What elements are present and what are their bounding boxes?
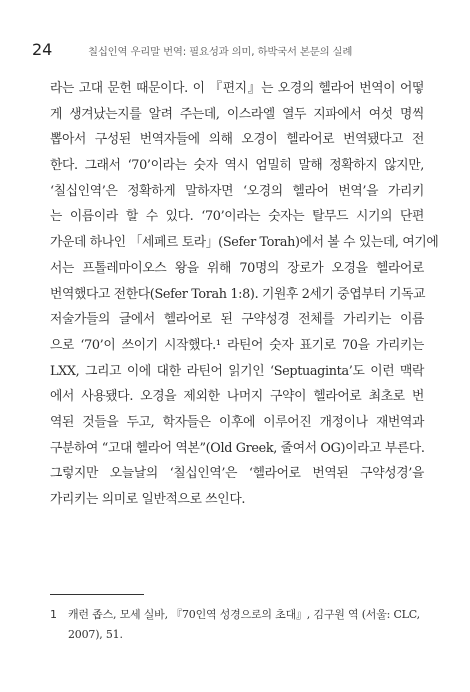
running-title: 칠십인역 우리말 번역: 필요성과 의미, 하박국서 본문의 실례 — [88, 46, 353, 58]
body-line: 가운데 하나인 「세페르 토라」(Sefer Torah)에서 볼 수 있는데, 여기에 — [50, 235, 439, 251]
body-line: 뽑아서 구성된 번역자들에 의해 오경이 헬라어로 번역됐다고 전 — [50, 132, 424, 148]
body-line: 가리키는 의미로 일반적으로 쓰인다. — [50, 492, 246, 507]
body-line: 번역했다고 전한다(Sefer Torah 1:8). 기원후 2세기 중엽부터 기독교 — [50, 286, 426, 302]
body-line: ‘칠십인역’은 정확하게 말하자면 ‘오경의 헬라어 번역’을 가리키 — [50, 183, 424, 199]
body-line: 는 이름이라 할 수 있다. ‘70’이라는 숫자는 탈무드 시기의 단편 — [50, 209, 424, 225]
body-line: 으로 ‘70’이 쓰이기 시작했다.¹ 라틴어 숫자 표기로 70을 가리키는 — [50, 337, 424, 353]
body-line: 서는 프톨레마이오스 왕을 위해 70명의 장로가 오경을 헬라어로 — [50, 260, 424, 276]
body-line: 라는 고대 문헌 때문이다. 이 『편지』는 오경의 헬라어 번역이 어떻 — [50, 81, 424, 96]
body-line: 그렇지만 오늘날의 ‘칠십인역’은 ‘헬라어로 번역된 구약성경’을 — [50, 466, 424, 482]
page-header — [32, 40, 352, 59]
footnote-text: 2007), 51. — [68, 628, 123, 641]
page-number: 24 — [32, 40, 53, 59]
body-line: 구분하여 “고대 헬라어 역본”(Old Greek, 줄여서 OG)이라고 부른다. — [50, 440, 425, 456]
footnote — [50, 605, 424, 645]
body-line: 에서 사용됐다. 오경을 제외한 나머지 구약이 헬라어로 최초로 번 — [50, 389, 424, 405]
footnote-text: 캐런 좁스, 모세 실바, 『70인역 성경으로의 초대』, 김구원 역 (서울: CLC, — [68, 608, 420, 621]
footnote-marker: 1 — [50, 608, 57, 621]
body-text — [50, 76, 439, 513]
body-line: 게 생겨났는지를 알려 주는데, 이스라엘 열두 지파에서 여섯 명씩 — [50, 106, 424, 122]
footnote-divider — [50, 594, 144, 595]
footnote-line — [50, 625, 424, 645]
body-line: LXX, 그리고 이에 대한 라틴어 읽기인 ‘Septuaginta’도 이런 맥락 — [50, 363, 424, 379]
footnote-line — [50, 605, 424, 625]
body-line: 한다. 그래서 ‘70’이라는 숫자 역시 엄밀히 말해 정확하지 않지만, — [50, 158, 424, 174]
body-line: 저술가들의 글에서 헬라어로 된 구약성경 전체를 가리키는 이름 — [50, 312, 424, 328]
body-line: 역된 것들을 두고, 학자들은 이후에 이루어진 개정이나 재번역과 — [50, 414, 424, 430]
